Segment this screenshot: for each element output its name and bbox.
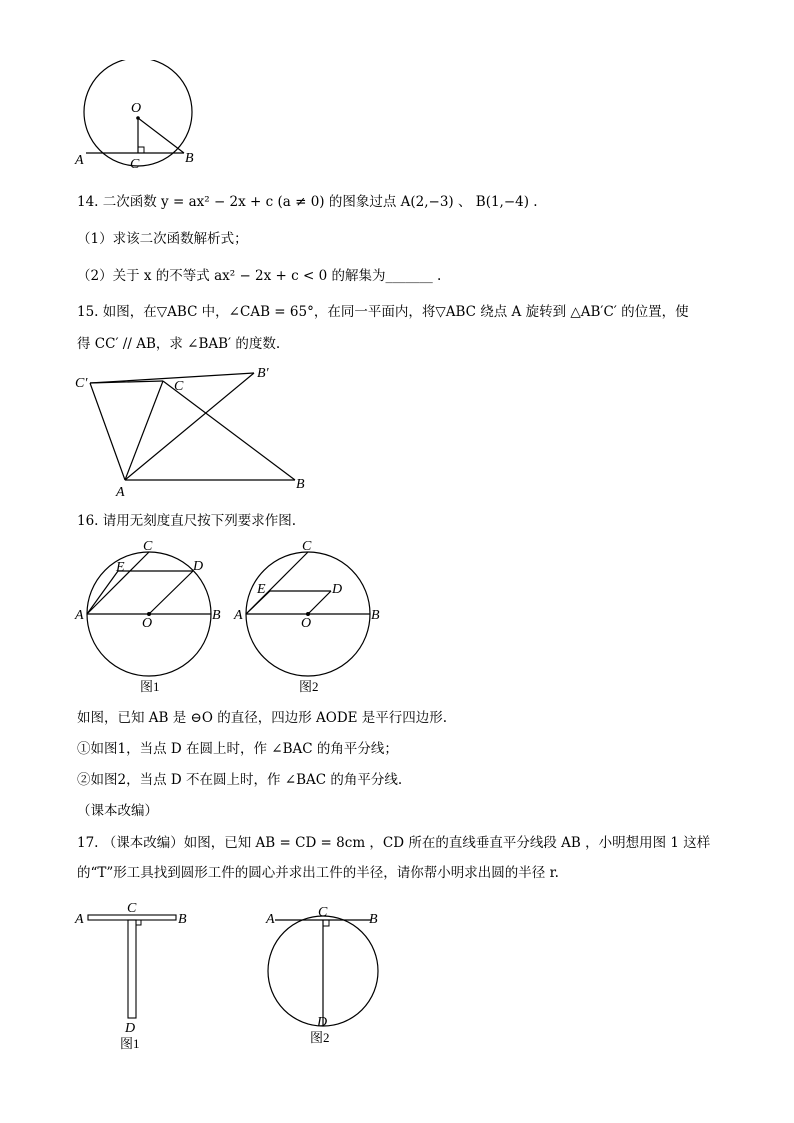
fig2-label-c: C	[318, 905, 328, 920]
fig2-label-d: D	[332, 582, 343, 597]
q16-item1: ①如图1，当点 D 在圆上时，作 ∠BAC 的角平分线；	[77, 741, 398, 757]
fig2-label-a: A	[266, 912, 275, 927]
q17-line2: 的“T”形工具找到圆形工件的圆心并求出工件的半径，请你帮小明求出圆的半径 r.	[77, 865, 559, 881]
q17-line1: 17. （课本改编）如图，已知 AB = CD = 8cm ，CD 所在的直线垂直平分线段 AB ，小明想用图 1 这样	[77, 835, 711, 851]
label-c-prime: C′	[75, 376, 88, 391]
fig1-caption: 图1	[140, 679, 160, 694]
q14-part1: （1）求该二次函数解析式；	[77, 231, 248, 247]
fig1-label-c: C	[127, 901, 137, 916]
fig1-label-e: E	[116, 560, 125, 575]
q15-line1: 15. 如图，在▽ABC 中，∠CAB = 65°，在同一平面内，将▽ABC 绕点 A 旋转到 △AB′C′ 的位置，使	[77, 304, 689, 320]
fig2-caption: 图2	[299, 679, 319, 694]
fig2-label-o: O	[301, 616, 312, 631]
q14-stem: 14. 二次函数 y = ax² − 2x + c (a ≠ 0) 的图象过点 A(2,−3) 、 B(1,−4) .	[77, 194, 538, 210]
fig2-label-c: C	[302, 539, 312, 554]
q16-desc: 如图，已知 AB 是 ⊖O 的直径，四边形 AODE 是平行四边形.	[77, 710, 448, 726]
fig1-label-d: D	[125, 1021, 136, 1036]
label-c: C	[174, 379, 184, 394]
circle-figure-top	[70, 60, 210, 175]
label-o: O	[131, 101, 142, 116]
fig2-label-d: D	[317, 1015, 328, 1030]
fig1-label-c: C	[143, 539, 153, 554]
fig1-label-b: B	[212, 608, 221, 623]
q16-item2: ②如图2，当点 D 不在圆上时，作 ∠BAC 的角平分线.	[77, 772, 403, 788]
fig1-caption: 图1	[120, 1036, 140, 1051]
fig1-label-b: B	[178, 912, 187, 927]
fig2-label-b: B	[371, 608, 380, 623]
t-tool-figures-q17	[70, 898, 400, 1053]
fig2-caption: 图2	[310, 1030, 330, 1045]
circle-figures-q16	[70, 538, 390, 698]
label-a: A	[116, 485, 125, 500]
q16-stem: 16. 请用无刻度直尺按下列要求作图.	[77, 513, 297, 529]
fig2-label-b: B	[369, 912, 378, 927]
q14-part2: （2）关于 x 的不等式 ax² − 2x + c < 0 的解集为_______ .	[77, 268, 442, 284]
fig1-label-o: O	[142, 616, 153, 631]
fig1-label-d: D	[193, 559, 204, 574]
fig1-label-a: A	[75, 608, 84, 623]
fig2-label-a: A	[234, 608, 243, 623]
label-b: B	[185, 151, 194, 166]
q16-note: （课本改编）	[77, 803, 158, 819]
rotation-figure	[70, 360, 330, 500]
label-b-prime: B′	[257, 366, 269, 381]
label-c: C	[130, 157, 140, 172]
fig2-label-e: E	[257, 582, 266, 597]
label-a: A	[75, 153, 84, 168]
label-b: B	[296, 477, 305, 492]
fig1-label-a: A	[75, 912, 84, 927]
q15-line2: 得 CC′ // AB，求 ∠BAB′ 的度数.	[77, 336, 281, 352]
